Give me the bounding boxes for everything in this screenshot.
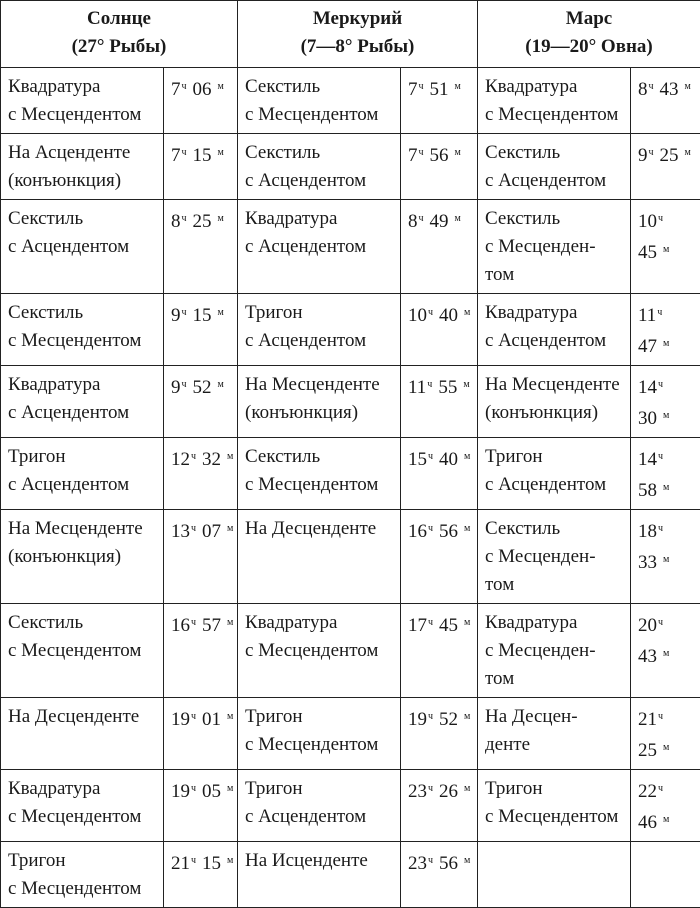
hours: 7 xyxy=(408,145,418,166)
hour-unit: ч xyxy=(428,783,433,794)
hours: 8 xyxy=(408,211,418,232)
aspect-cell xyxy=(478,510,631,604)
minutes: 25 xyxy=(660,145,679,166)
aspect-text: Квадратура xyxy=(485,76,577,97)
hours: 16 xyxy=(171,615,190,636)
hours: 10 xyxy=(408,305,427,326)
aspect-cell xyxy=(1,200,164,294)
minutes: 25 xyxy=(193,211,212,232)
aspect-text: с Асцендентом xyxy=(8,236,129,257)
aspect-cell xyxy=(1,604,164,698)
aspect-cell xyxy=(238,698,401,770)
hour-unit: ч xyxy=(428,855,433,866)
minute-unit: м xyxy=(218,81,224,92)
time-cell xyxy=(401,770,478,842)
aspect-text: с Асцендентом xyxy=(485,474,606,495)
aspect-text: Секстиль xyxy=(8,302,83,323)
aspect-text: с Месцендентом xyxy=(8,330,141,351)
hours: 9 xyxy=(171,305,181,326)
aspect-text: с Месцендентом xyxy=(485,806,618,827)
aspect-text: с Асцендентом xyxy=(485,170,606,191)
aspect-text: с Месцендентом xyxy=(245,734,378,755)
time-cell xyxy=(401,510,478,604)
hours: 15 xyxy=(408,449,427,470)
aspect-cell xyxy=(238,510,401,604)
hour-unit: ч xyxy=(419,213,424,224)
table-row xyxy=(1,698,700,770)
hour-unit: ч xyxy=(191,523,196,534)
minute-unit: м xyxy=(227,783,233,794)
aspect-text: с Асцендентом xyxy=(245,806,366,827)
time-cell xyxy=(164,134,238,200)
aspect-text: денте xyxy=(485,734,530,755)
aspect-text: с Асцендентом xyxy=(245,170,366,191)
time-cell xyxy=(631,134,700,200)
aspect-text: Тригон xyxy=(8,446,66,467)
minutes: 07 xyxy=(202,521,221,542)
minute-unit: м xyxy=(455,147,461,158)
minutes: 56 xyxy=(430,145,449,166)
aspect-text: На Асценденте xyxy=(8,142,130,163)
hour-unit: ч xyxy=(658,213,663,224)
time-cell xyxy=(164,604,238,698)
aspect-text: Тригон xyxy=(245,706,303,727)
time-cell xyxy=(401,842,478,908)
aspect-text: Тригон xyxy=(485,778,543,799)
aspect-cell xyxy=(478,604,631,698)
minute-unit: м xyxy=(455,213,461,224)
table-row xyxy=(1,438,700,510)
minutes: 45 xyxy=(439,615,458,636)
aspect-cell xyxy=(1,294,164,366)
aspect-text: (конъюнкция) xyxy=(8,546,121,567)
table-row xyxy=(1,134,700,200)
minute-unit: м xyxy=(464,783,470,794)
hours: 8 xyxy=(638,79,648,100)
minute-unit: м xyxy=(464,617,470,628)
aspect-text: На Десценденте xyxy=(8,706,139,727)
minutes: 57 xyxy=(202,615,221,636)
aspect-text: Тригон xyxy=(245,778,303,799)
aspect-cell xyxy=(478,698,631,770)
hour-unit: ч xyxy=(428,307,433,318)
minutes: 25 xyxy=(638,740,657,761)
aspect-text: Секстиль xyxy=(485,518,560,539)
minute-unit: м xyxy=(663,648,669,659)
aspect-cell xyxy=(478,438,631,510)
aspect-text: с Месцендентом xyxy=(245,474,378,495)
aspect-cell xyxy=(238,200,401,294)
minute-unit: м xyxy=(455,81,461,92)
minutes: 06 xyxy=(193,79,212,100)
hour-unit: ч xyxy=(428,523,433,534)
minute-unit: м xyxy=(663,482,669,493)
minute-unit: м xyxy=(464,523,470,534)
hours: 7 xyxy=(171,79,181,100)
aspect-text: Тригон xyxy=(8,850,66,871)
aspect-text: с Месцендентом xyxy=(8,878,141,899)
minutes: 52 xyxy=(439,709,458,730)
minute-unit: м xyxy=(218,307,224,318)
planet-position: (19—20° Овна) xyxy=(525,36,653,57)
table-row xyxy=(1,604,700,698)
hour-unit: ч xyxy=(182,147,187,158)
aspect-text: Секстиль xyxy=(8,612,83,633)
time-cell xyxy=(164,770,238,842)
minute-unit: м xyxy=(464,451,470,462)
time-cell xyxy=(631,604,700,698)
aspect-text: том xyxy=(485,668,514,689)
hours: 21 xyxy=(171,853,190,874)
hours: 14 xyxy=(638,449,657,470)
minutes: 45 xyxy=(638,242,657,263)
aspect-cell xyxy=(1,698,164,770)
minute-unit: м xyxy=(227,855,233,866)
aspect-text: На Месценденте xyxy=(8,518,143,539)
aspect-text: с Асцендентом xyxy=(245,236,366,257)
hour-unit: ч xyxy=(182,379,187,390)
aspect-text: с Месценден- xyxy=(485,236,596,257)
aspect-cell xyxy=(478,366,631,438)
time-cell xyxy=(164,200,238,294)
planet-name: Солнце xyxy=(87,8,151,29)
time-cell xyxy=(164,698,238,770)
minutes: 58 xyxy=(638,480,657,501)
aspect-cell xyxy=(238,604,401,698)
hour-unit: ч xyxy=(191,451,196,462)
aspect-cell xyxy=(478,200,631,294)
aspect-text: с Асцендентом xyxy=(8,402,129,423)
minutes: 33 xyxy=(638,552,657,573)
time-cell xyxy=(631,510,700,604)
aspect-cell xyxy=(1,770,164,842)
minute-unit: м xyxy=(464,307,470,318)
minutes: 46 xyxy=(638,812,657,833)
aspect-cell xyxy=(238,294,401,366)
minute-unit: м xyxy=(227,523,233,534)
aspect-cell xyxy=(478,68,631,134)
hour-unit: ч xyxy=(658,617,663,628)
minutes: 05 xyxy=(202,781,221,802)
planet-position: (7—8° Рыбы) xyxy=(301,36,415,57)
aspect-text: с Асцендентом xyxy=(245,330,366,351)
hours: 20 xyxy=(638,615,657,636)
minutes: 01 xyxy=(202,709,221,730)
hours: 13 xyxy=(171,521,190,542)
time-cell xyxy=(631,698,700,770)
time-cell xyxy=(631,200,700,294)
aspect-text: с Месцендентом xyxy=(8,104,141,125)
minutes: 51 xyxy=(430,79,449,100)
hour-unit: ч xyxy=(649,81,654,92)
aspect-text: с Месцендентом xyxy=(485,104,618,125)
hours: 21 xyxy=(638,709,657,730)
table-row xyxy=(1,68,700,134)
minute-unit: м xyxy=(227,451,233,462)
hours: 19 xyxy=(171,709,190,730)
minutes: 43 xyxy=(660,79,679,100)
time-cell xyxy=(164,842,238,908)
time-cell xyxy=(164,510,238,604)
minute-unit: м xyxy=(663,410,669,421)
time-cell xyxy=(401,366,478,438)
planet-position: (27° Рыбы) xyxy=(72,36,167,57)
minutes: 49 xyxy=(430,211,449,232)
minutes: 32 xyxy=(202,449,221,470)
minutes: 55 xyxy=(438,377,457,398)
aspect-text: Секстиль xyxy=(485,208,560,229)
aspect-cell xyxy=(1,366,164,438)
hours: 12 xyxy=(171,449,190,470)
minute-unit: м xyxy=(663,338,669,349)
aspect-cell xyxy=(1,510,164,604)
table-row xyxy=(1,294,700,366)
aspect-text: с Месцендентом xyxy=(8,806,141,827)
aspect-text: с Месцендентом xyxy=(245,104,378,125)
minute-unit: м xyxy=(464,711,470,722)
aspect-text: На Исценденте xyxy=(245,850,368,871)
aspect-cell xyxy=(1,842,164,908)
aspect-text: Секстиль xyxy=(245,142,320,163)
aspect-cell xyxy=(238,770,401,842)
time-cell xyxy=(631,770,700,842)
planet-name: Меркурий xyxy=(313,8,402,29)
time-cell xyxy=(631,842,700,908)
table-row xyxy=(1,510,700,604)
aspect-cell xyxy=(238,842,401,908)
time-cell xyxy=(401,294,478,366)
aspect-text: Секстиль xyxy=(485,142,560,163)
hours: 22 xyxy=(638,781,657,802)
aspect-text: Квадратура xyxy=(485,612,577,633)
hour-unit: ч xyxy=(419,81,424,92)
time-cell xyxy=(401,134,478,200)
aspect-text: (конъюнкция) xyxy=(8,170,121,191)
aspect-cell xyxy=(238,438,401,510)
hour-unit: ч xyxy=(658,523,663,534)
aspect-text: с Месценден- xyxy=(485,546,596,567)
table-body xyxy=(1,68,700,908)
hour-unit: ч xyxy=(658,379,663,390)
table-row xyxy=(1,842,700,908)
hours: 7 xyxy=(408,79,418,100)
minutes: 15 xyxy=(193,305,212,326)
minute-unit: м xyxy=(227,711,233,722)
aspect-text: Квадратура xyxy=(245,612,337,633)
aspect-text: Квадратура xyxy=(245,208,337,229)
time-cell xyxy=(164,68,238,134)
time-cell xyxy=(401,68,478,134)
hour-unit: ч xyxy=(191,617,196,628)
hour-unit: ч xyxy=(658,451,663,462)
hour-unit: ч xyxy=(428,617,433,628)
time-cell xyxy=(401,438,478,510)
aspect-text: том xyxy=(485,574,514,595)
aspect-text: с Асцендентом xyxy=(8,474,129,495)
hour-unit: ч xyxy=(657,307,662,318)
minutes: 15 xyxy=(193,145,212,166)
aspect-text: том xyxy=(485,264,514,285)
minute-unit: м xyxy=(218,379,224,390)
aspect-cell xyxy=(478,770,631,842)
hour-unit: ч xyxy=(419,147,424,158)
minute-unit: м xyxy=(663,742,669,753)
time-cell xyxy=(164,438,238,510)
time-cell xyxy=(401,698,478,770)
aspect-text: На Месценденте xyxy=(485,374,620,395)
hour-unit: ч xyxy=(658,783,663,794)
minute-unit: м xyxy=(663,244,669,255)
table-row xyxy=(1,366,700,438)
minute-unit: м xyxy=(463,379,469,390)
aspect-text: На Десцен- xyxy=(485,706,578,727)
minutes: 26 xyxy=(439,781,458,802)
time-cell xyxy=(631,438,700,510)
aspect-text: Секстиль xyxy=(8,208,83,229)
time-cell xyxy=(401,200,478,294)
aspect-text: Квадратура xyxy=(485,302,577,323)
aspect-text: Квадратура xyxy=(8,374,100,395)
minute-unit: м xyxy=(685,147,691,158)
hours: 11 xyxy=(408,377,426,398)
aspect-cell xyxy=(478,294,631,366)
minutes: 56 xyxy=(439,853,458,874)
hour-unit: ч xyxy=(191,855,196,866)
hour-unit: ч xyxy=(182,213,187,224)
hours: 23 xyxy=(408,781,427,802)
minutes: 56 xyxy=(439,521,458,542)
minutes: 40 xyxy=(439,305,458,326)
aspect-cell xyxy=(1,134,164,200)
minute-unit: м xyxy=(464,855,470,866)
aspect-text: Квадратура xyxy=(8,778,100,799)
aspect-text: (конъюнкция) xyxy=(245,402,358,423)
aspect-text: Секстиль xyxy=(245,446,320,467)
hours: 18 xyxy=(638,521,657,542)
aspect-text: (конъюнкция) xyxy=(485,402,598,423)
time-cell xyxy=(631,366,700,438)
hour-unit: ч xyxy=(649,147,654,158)
minutes: 30 xyxy=(638,408,657,429)
aspect-text: Секстиль xyxy=(245,76,320,97)
hours: 23 xyxy=(408,853,427,874)
header-sun xyxy=(1,1,238,68)
hours: 14 xyxy=(638,377,657,398)
table-row xyxy=(1,770,700,842)
hour-unit: ч xyxy=(191,783,196,794)
minute-unit: м xyxy=(685,81,691,92)
aspect-text: На Десценденте xyxy=(245,518,376,539)
hour-unit: ч xyxy=(428,451,433,462)
aspect-text: с Месцендентом xyxy=(245,640,378,661)
aspect-cell xyxy=(238,68,401,134)
minutes: 15 xyxy=(202,853,221,874)
aspect-cell xyxy=(238,366,401,438)
time-cell xyxy=(401,604,478,698)
minutes: 52 xyxy=(193,377,212,398)
hours: 11 xyxy=(638,305,656,326)
minutes: 47 xyxy=(638,336,657,357)
aspect-cell xyxy=(1,68,164,134)
minute-unit: м xyxy=(663,814,669,825)
aspect-cell xyxy=(478,134,631,200)
hour-unit: ч xyxy=(427,379,432,390)
aspect-text: с Месценден- xyxy=(485,640,596,661)
hours: 10 xyxy=(638,211,657,232)
hours: 8 xyxy=(171,211,181,232)
hours: 16 xyxy=(408,521,427,542)
aspect-text: с Месцендентом xyxy=(8,640,141,661)
minute-unit: м xyxy=(663,554,669,565)
header-mars xyxy=(478,1,700,68)
aspect-text: с Асцендентом xyxy=(485,330,606,351)
planet-name: Марс xyxy=(566,8,612,29)
minutes: 40 xyxy=(439,449,458,470)
minutes: 43 xyxy=(638,646,657,667)
minute-unit: м xyxy=(218,147,224,158)
time-cell xyxy=(164,366,238,438)
header-mercury xyxy=(238,1,478,68)
time-cell xyxy=(631,294,700,366)
aspect-text: На Месценденте xyxy=(245,374,380,395)
minute-unit: м xyxy=(218,213,224,224)
aspect-cell xyxy=(478,842,631,908)
hour-unit: ч xyxy=(658,711,663,722)
table-row xyxy=(1,200,700,294)
header-row xyxy=(1,1,700,68)
hours: 7 xyxy=(171,145,181,166)
hour-unit: ч xyxy=(182,307,187,318)
hours: 19 xyxy=(408,709,427,730)
aspect-cell xyxy=(238,134,401,200)
hours: 17 xyxy=(408,615,427,636)
hours: 19 xyxy=(171,781,190,802)
hour-unit: ч xyxy=(428,711,433,722)
aspect-text: Тригон xyxy=(485,446,543,467)
time-cell xyxy=(164,294,238,366)
aspect-text: Квадратура xyxy=(8,76,100,97)
time-cell xyxy=(631,68,700,134)
hour-unit: ч xyxy=(182,81,187,92)
hours: 9 xyxy=(171,377,181,398)
aspect-text: Тригон xyxy=(245,302,303,323)
minute-unit: м xyxy=(227,617,233,628)
aspect-cell xyxy=(1,438,164,510)
hours: 9 xyxy=(638,145,648,166)
hour-unit: ч xyxy=(191,711,196,722)
